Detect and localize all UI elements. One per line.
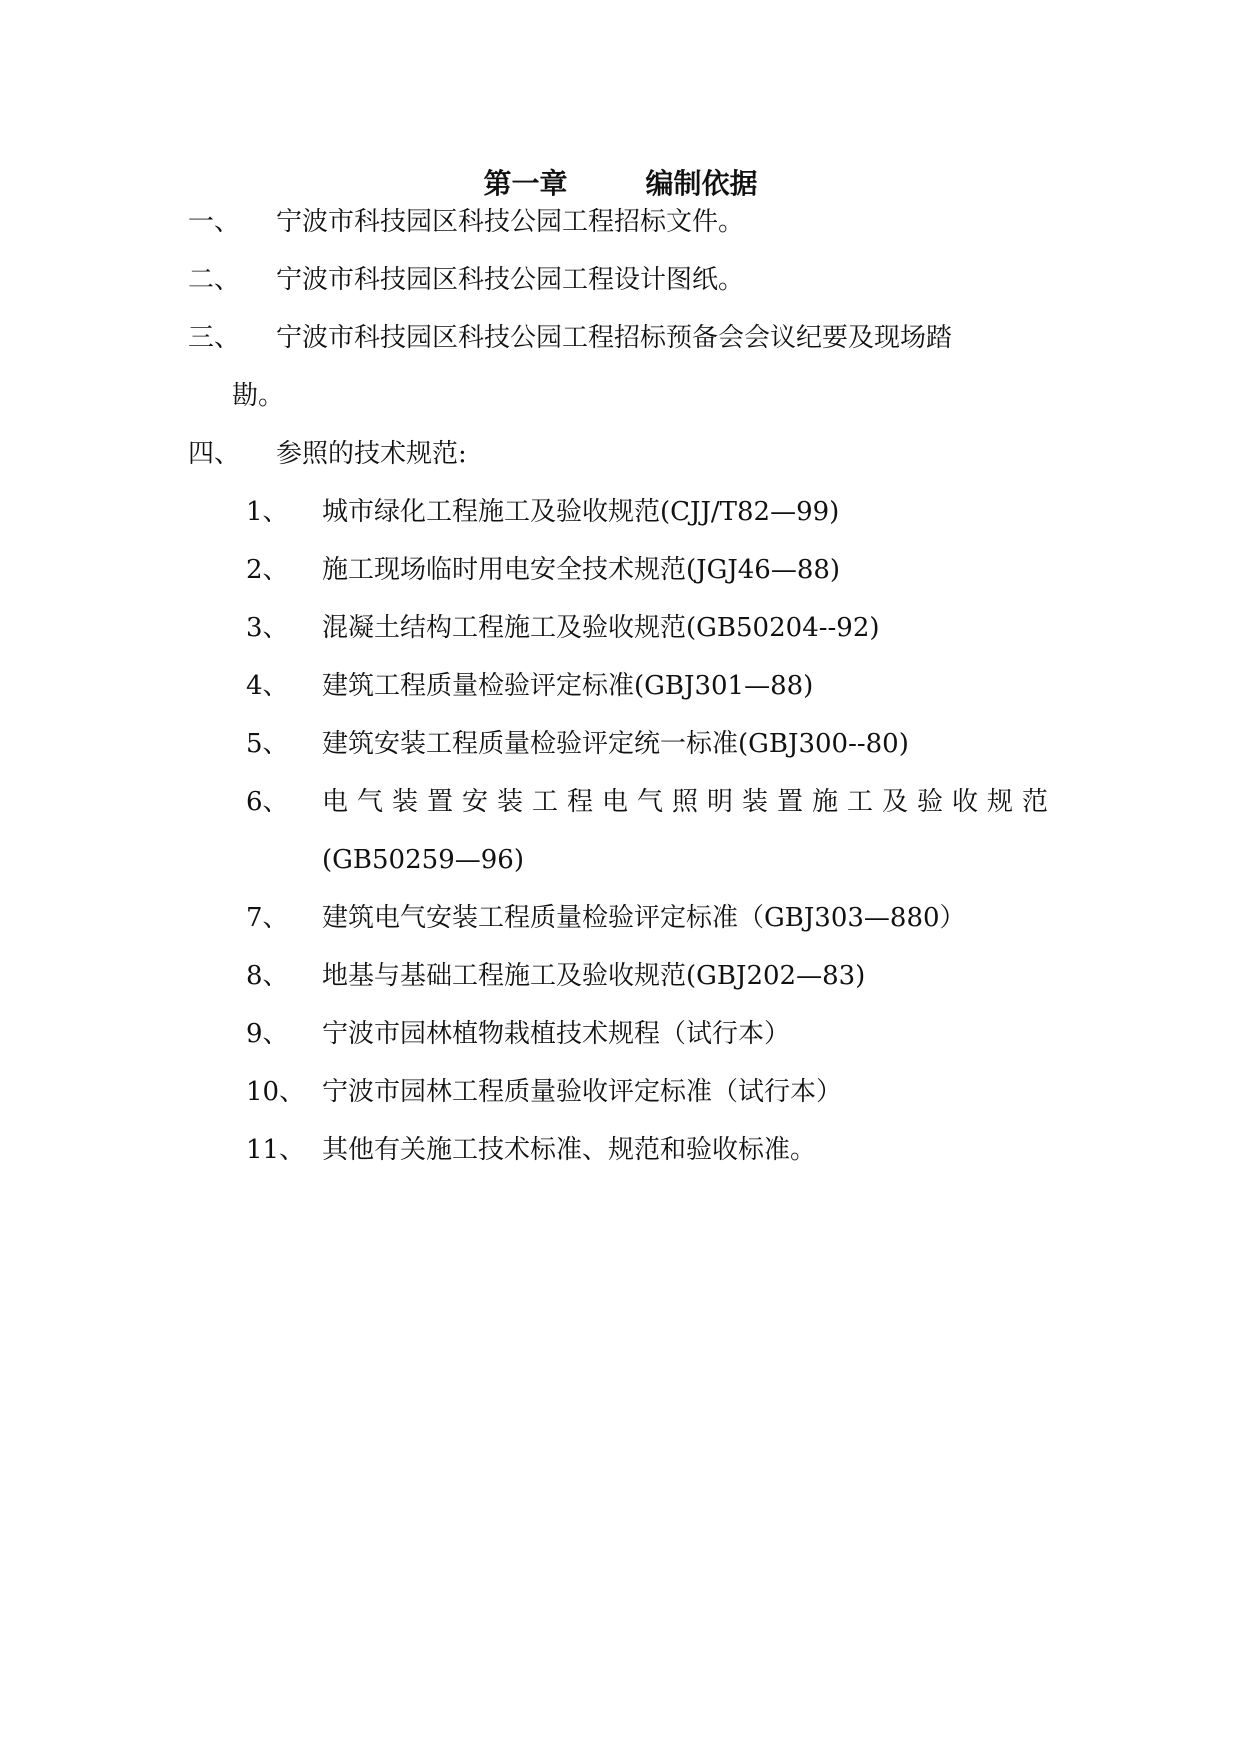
spec-number: 11、 xyxy=(246,1135,306,1165)
spec-number: 2、 xyxy=(246,555,289,585)
spec-text: 混凝土结构工程施工及验收规范(GB50204--92) xyxy=(322,613,880,643)
spec-number: 1、 xyxy=(246,497,289,527)
section-text: 宁波市科技园区科技公园工程招标预备会会议纪要及现场踏 xyxy=(276,323,953,353)
chapter-title: 第一章 编制依据 xyxy=(483,167,758,200)
section-text: 参照的技术规范: xyxy=(276,439,467,469)
spec-text: 其他有关施工技术标准、规范和验收标准。 xyxy=(322,1135,817,1165)
section-text: 宁波市科技园区科技公园工程招标文件。 xyxy=(276,207,745,237)
spec-text: 电气装置安装工程电气照明装置施工及验收规范 xyxy=(322,787,1058,817)
spec-text: 宁波市园林植物栽植技术规程（试行本） xyxy=(322,1019,791,1049)
section-text-continuation: 勘。 xyxy=(232,381,285,411)
spec-text: 建筑安装工程质量检验评定统一标准(GBJ300--80) xyxy=(322,729,909,759)
spec-text: 建筑工程质量检验评定标准(GBJ301—88) xyxy=(322,671,814,701)
section-number: 三、 xyxy=(188,323,241,353)
section-number: 四、 xyxy=(188,439,241,469)
spec-number: 7、 xyxy=(246,903,289,933)
spec-number: 6、 xyxy=(246,787,289,817)
section-text: 宁波市科技园区科技公园工程设计图纸。 xyxy=(276,265,745,295)
spec-number: 5、 xyxy=(246,729,289,759)
spec-text: 城市绿化工程施工及验收规范(CJJ/T82—99) xyxy=(322,497,840,527)
spec-number: 8、 xyxy=(246,961,289,991)
spec-text-continuation: (GB50259—96) xyxy=(322,845,524,875)
spec-text: 建筑电气安装工程质量检验评定标准（GBJ303—880） xyxy=(322,903,966,933)
section-number: 一、 xyxy=(188,207,241,237)
spec-number: 9、 xyxy=(246,1019,289,1049)
spec-number: 3、 xyxy=(246,613,289,643)
spec-text: 地基与基础工程施工及验收规范(GBJ202—83) xyxy=(322,961,866,991)
section-number: 二、 xyxy=(188,265,241,295)
spec-text: 宁波市园林工程质量验收评定标准（试行本） xyxy=(322,1077,843,1107)
spec-number: 10、 xyxy=(246,1077,306,1107)
spec-number: 4、 xyxy=(246,671,289,701)
spec-text: 施工现场临时用电安全技术规范(JGJ46—88) xyxy=(322,555,841,585)
